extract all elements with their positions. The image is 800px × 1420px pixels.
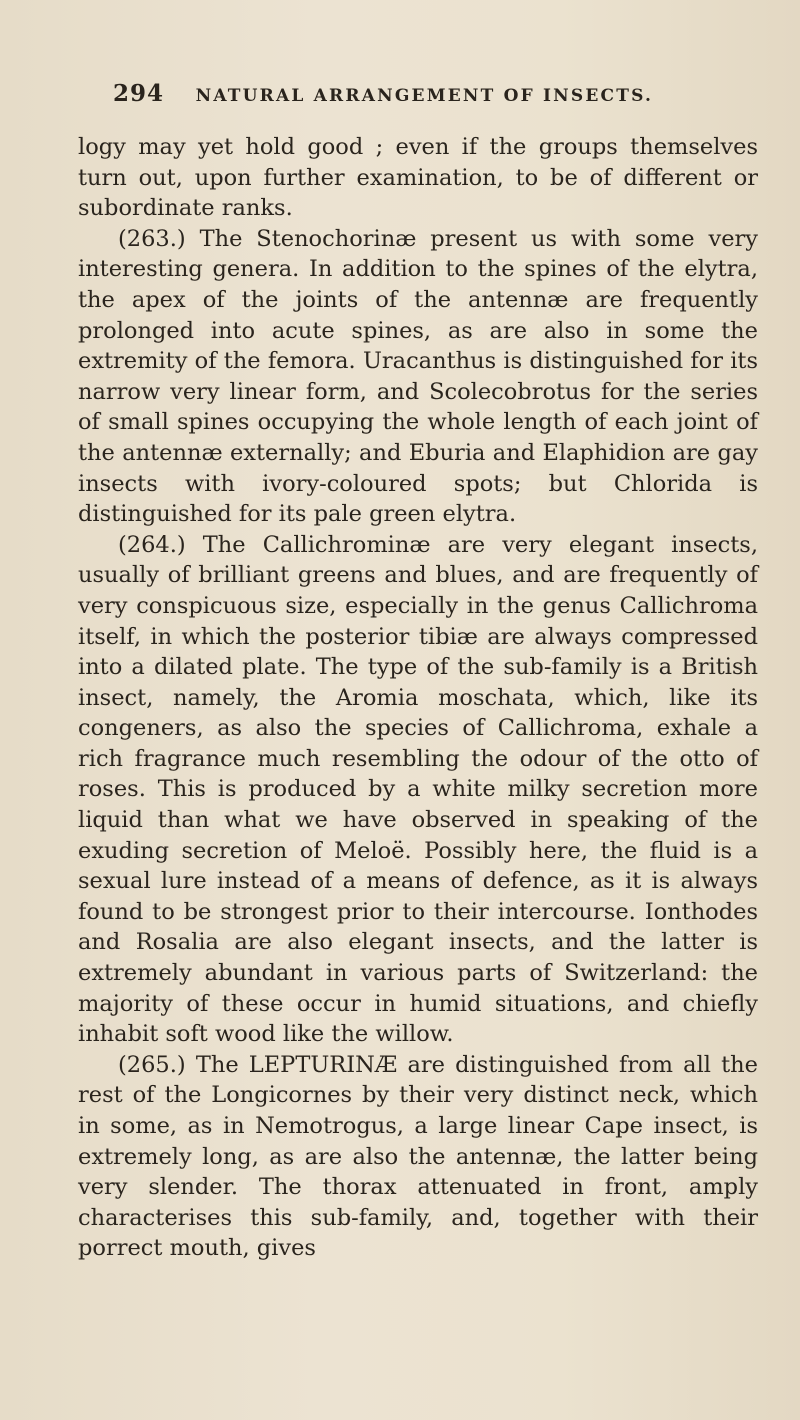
paragraph-continuation [78,132,758,224]
paragraph-text: logy may yet hold good ; even if the groups themselves turn out, upon further examination, to be of different or subordinate ranks. [78,134,758,222]
paragraph-number: (263.) [118,225,186,252]
paragraph-text: The LEPTURINÆ are distinguished from all the rest of the Longicornes by their very distinct neck, which in some, as in Nemotrogus, a large linear Cape insect, is extremely long, as are also the antennæ, the latter being very slender. The thorax attenuated in front, amply characterises this sub-family, and, together with their porrect mouth, gives [78,1051,758,1262]
paragraph-265 [78,1050,758,1264]
paragraph-text: The Callichrominæ are very elegant insects, usually of brilliant greens and blues, and are frequently of very conspicuous size, especially in the genus Callichroma itself, in which the posterior tibiæ are always compressed into a dilated plate. The type of the sub-family is a British insect, namely, the Aromia moschata, which, like its congeners, as also the species of Callichroma, exhale a rich fragrance much resembling the odour of the otto of roses. This is produced by a white milky secretion more liquid than what we have observed in speaking of the exuding secretion of Meloë. Possibly here, the fluid is a sexual lure instead of a means of defence, as it is always found to be strongest prior to their intercourse. Ionthodes and Rosalia are also elegant insects, and the latter is extremely abundant in various parts of Switzerland: the majority of these occur in humid situations, and chiefly inhabit soft wood like the willow. [78,531,759,1048]
paragraph-264 [78,530,758,1050]
paragraph-number: (265.) [118,1051,186,1078]
paragraph-263 [78,224,758,530]
page-number: 294 [113,80,165,107]
body-text [78,132,758,1264]
paragraph-text: The Stenochorinæ present us with some very interesting genera. In addition to the spines of the elytra, the apex of the joints of the antennæ are frequently prolonged into acute spines, as are also in some the extremity of the femora. Uracanthus is distinguished for its narrow very linear form, and Scolecobrotus for the series of small spines occupying the whole length of each joint of the antennæ externally; and Eburia and Elaphidion are gay insects with ivory-coloured spots; but Chlorida is distinguished for its pale green elytra. [78,225,759,528]
page-header [113,80,693,116]
running-head: NATURAL ARRANGEMENT OF INSECTS. [195,86,654,106]
paragraph-number: (264.) [118,531,186,558]
